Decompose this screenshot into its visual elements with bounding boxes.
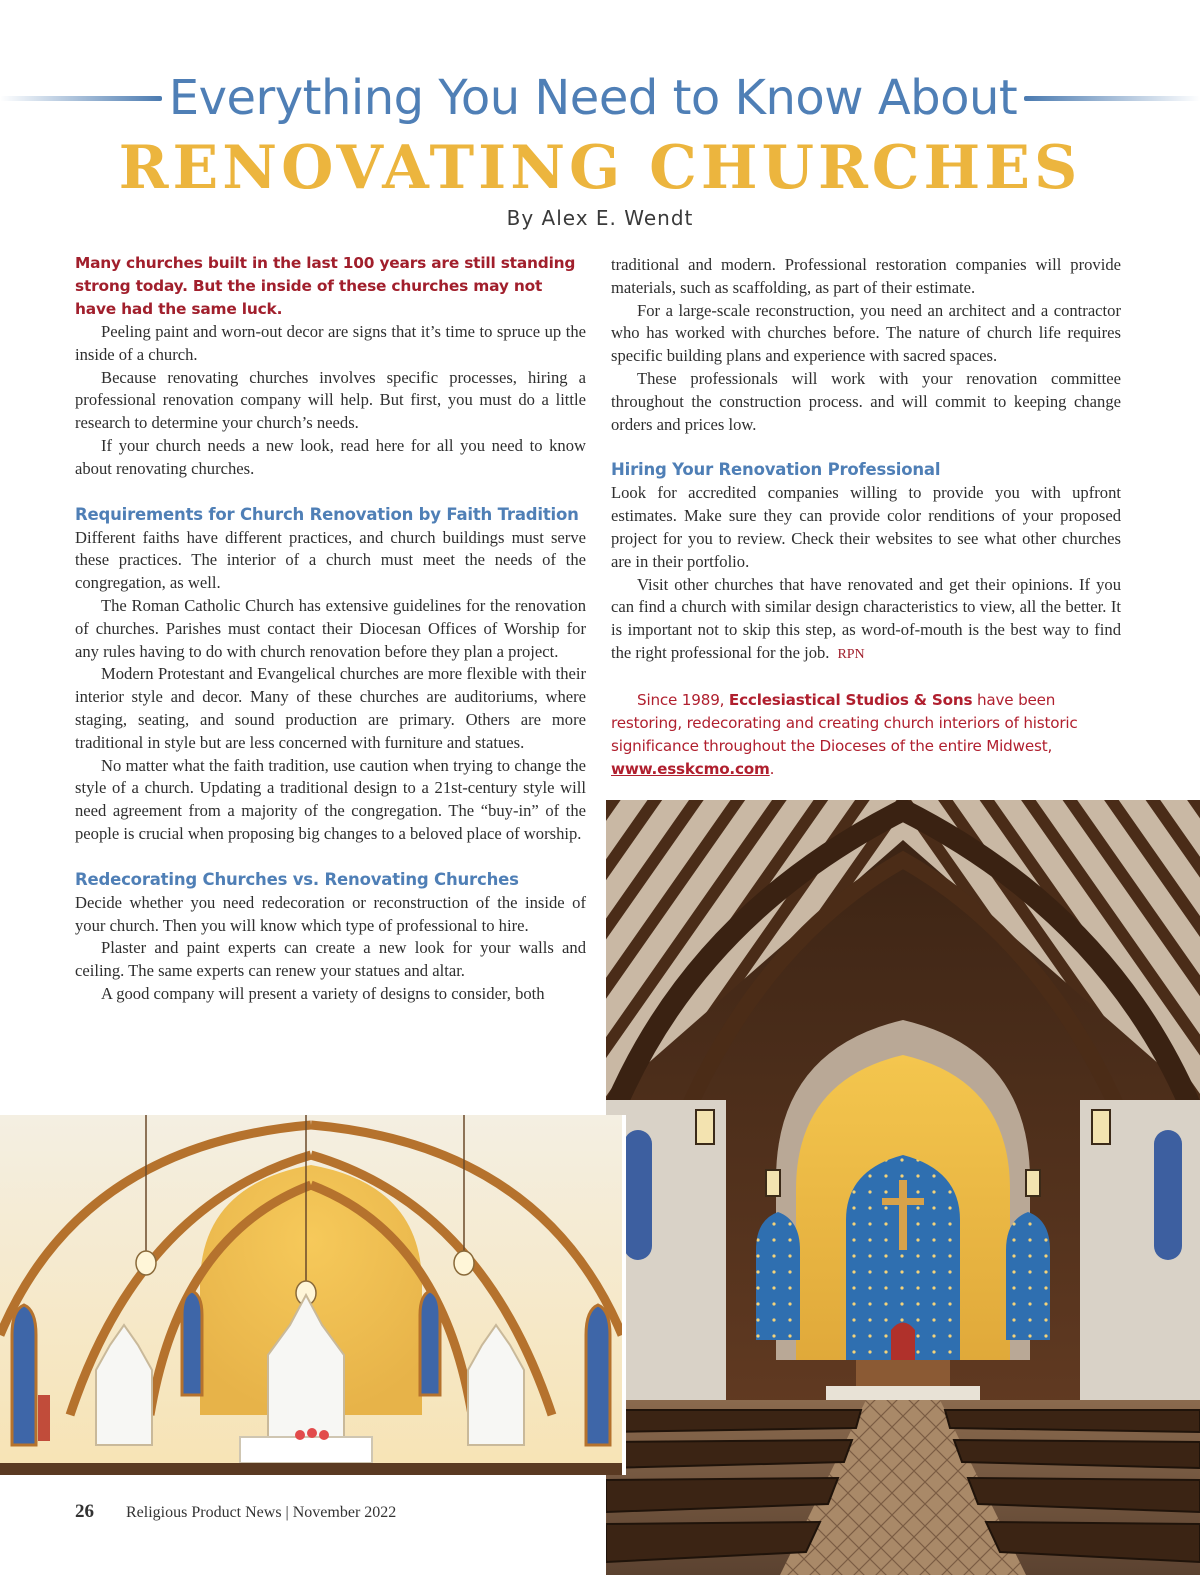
- title-rule-left: [0, 96, 162, 101]
- paragraph: A good company will present a variety of designs to consider, both: [101, 983, 545, 1003]
- promo-body: have been restoring, redecorating and creating church interiors of historic significance throughout the Dioceses of the entire Midwest,: [611, 690, 1078, 755]
- paragraph: Because renovating churches involves specific processes, hiring a professional renovation company will help. But first, you must do a little research to determine your church’s needs.: [75, 367, 586, 433]
- paragraph-text: Visit other churches that have renovated and get their opinions. If you can find a church with similar design characteristics to view, all the better. It is important not to skip this step, as word-of-mouth is the best way to find the right professional for the job.: [611, 574, 1121, 662]
- photo-church-nave: [606, 800, 1200, 1575]
- publication-info: Religious Product News | November 2022: [126, 1504, 397, 1521]
- headline-top: Everything You Need to Know About: [168, 70, 1018, 126]
- promo-company: Ecclesiastical Studios & Sons: [728, 690, 973, 709]
- paragraph: Modern Protestant and Evangelical churches are more flexible with their interior style and decor. Many of these churches are auditoriums, where staging, seating, and sound production are primary. Others are more traditional in style but are less concerned with furniture and statues.: [75, 664, 586, 752]
- promo-link[interactable]: www.esskcmo.com: [611, 759, 770, 778]
- page-footer: [75, 1501, 396, 1529]
- article-lead: Many churches built in the last 100 years are still standing strong today. But the inside of these churches may not have had the same luck.: [75, 254, 576, 318]
- paragraph: [611, 574, 1121, 667]
- paragraph: Decide whether you need redecoration or reconstruction of the inside of your church. Then you will know which type of professional to hire.: [75, 892, 586, 935]
- paragraph: These professionals will work with your renovation committee throughout the construction process. and will commit to keeping change orders and prices low.: [611, 368, 1121, 434]
- promo-prefix: Since 1989,: [637, 690, 729, 709]
- headline-main: RENOVATING CHURCHES: [118, 133, 1082, 203]
- paragraph: Look for accredited companies willing to provide you with upfront estimates. Make sure they can provide color renditions of your proposed project for you to review. Check their websites to see what other churches are in their portfolio.: [611, 483, 1121, 571]
- section-heading: Requirements for Church Renovation by Faith Tradition: [75, 504, 579, 524]
- page-number: 26: [75, 1501, 94, 1522]
- church-nave-illustration: [606, 800, 1200, 1575]
- photo-church-altar: [0, 1115, 626, 1475]
- paragraph: traditional and modern. Professional restoration companies will provide materials, such as scaffolding, as part of their estimate.: [611, 255, 1121, 297]
- title-row: [0, 68, 1200, 128]
- church-altar-illustration: [0, 1115, 622, 1475]
- paragraph: The Roman Catholic Church has extensive guidelines for the renovation of churches. Parishes must contact their Diocesan Offices of Worship for any rules having to do with church renovation before they plan a project.: [75, 595, 586, 661]
- paragraph: Plaster and paint experts can create a new look for your walls and ceiling. The same experts can renew your statues and altar.: [75, 938, 586, 981]
- section-heading: Redecorating Churches vs. Renovating Churches: [75, 869, 519, 889]
- paragraph: If your church needs a new look, read here for all you need to know about renovating churches.: [75, 435, 586, 478]
- byline: By Alex E. Wendt: [506, 206, 694, 230]
- paragraph: No matter what the faith tradition, use caution when trying to change the style of a church. Updating a traditional design to a 21st-century style will need agreement from a majority of the congregation. The “buy-in” of the people is crucial when proposing big changes to a beloved place of worship.: [75, 755, 586, 843]
- article-column-right: [611, 254, 1121, 781]
- promo-suffix: .: [769, 759, 775, 778]
- paragraph: Peeling paint and worn-out decor are signs that it’s time to spruce up the inside of a church.: [75, 322, 586, 364]
- article-signoff: RPN: [837, 646, 865, 662]
- paragraph: For a large-scale reconstruction, you need an architect and a contractor who has worked with churches before. The nature of church life requires specific building plans and experience with sacred spaces.: [611, 300, 1121, 366]
- paragraph: Different faiths have different practices, and church buildings must serve these practices. The interior of a church must meet the needs of the congregation, as well.: [75, 527, 586, 593]
- section-heading: Hiring Your Renovation Professional: [611, 460, 941, 480]
- article-column-left: [75, 252, 586, 1006]
- promo-note: [611, 689, 1121, 781]
- title-rule-right: [1024, 96, 1200, 101]
